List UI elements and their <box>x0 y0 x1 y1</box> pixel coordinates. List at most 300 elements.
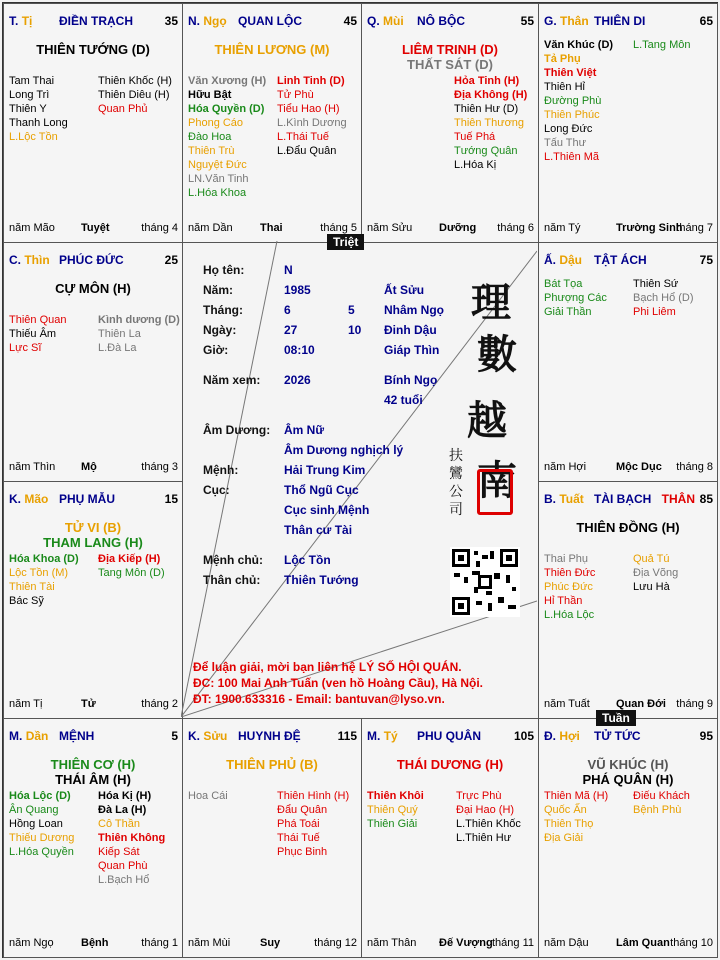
day-value: 27 <box>284 323 298 337</box>
triet-tag: Triệt <box>327 234 364 250</box>
palace-stage: Dưỡng <box>439 222 477 234</box>
minor-star: Văn Xương (H) <box>188 75 267 87</box>
minor-star: Giải Thần <box>544 306 592 318</box>
main-star: VŨ KHÚC (H) <box>587 757 669 772</box>
minor-star: Ân Quang <box>9 804 59 816</box>
palace-name: PHỤ MẪU <box>59 492 115 506</box>
main-star: THIÊN CƠ (H) <box>50 757 136 772</box>
minor-stars-right <box>277 789 349 859</box>
contact-line-3: ĐT: 1900.633316 - Email: bantuvan@lyso.vn. <box>193 692 445 706</box>
palace-can-letter: Q. <box>367 14 380 28</box>
palace-header <box>9 492 178 508</box>
minor-star: Thiên Không <box>98 832 166 844</box>
palace-ty <box>361 718 539 958</box>
minor-star: Thiên Tài <box>9 581 55 593</box>
palace-branch: Tuất <box>559 492 584 506</box>
minor-star: Hóa Quyền (D) <box>188 103 265 115</box>
palace-stage: Suy <box>260 937 281 949</box>
palace-name: MỆNH <box>59 729 95 743</box>
palace-age: 25 <box>164 253 178 267</box>
minor-star: Thiên Hỉ <box>544 81 585 93</box>
minor-star: Phá Toái <box>277 818 320 830</box>
palace-dan <box>3 718 183 958</box>
minor-star: Bác Sỹ <box>9 595 44 607</box>
main-star: PHÁ QUÂN (H) <box>582 772 674 787</box>
palace-month: tháng 12 <box>314 937 357 949</box>
minor-star: Thiên Hư (D) <box>454 103 519 115</box>
palace-age: 95 <box>699 729 713 743</box>
menhchu-label: Mệnh chủ: <box>203 553 263 567</box>
minor-star: Long Đức <box>544 123 593 135</box>
minor-star: Địa Không (H) <box>454 89 528 101</box>
red-seal <box>477 469 513 515</box>
palace-age: 85 <box>699 492 713 506</box>
palace-can-letter: G. <box>544 14 557 28</box>
palace-branch: Thìn <box>24 253 50 267</box>
minor-star: Điếu Khách <box>633 790 690 802</box>
minor-star: Tam Thai <box>9 75 55 87</box>
palace-name: THIÊN DI <box>594 14 646 28</box>
minor-star: Thiên Quý <box>367 804 418 816</box>
palace-year: năm Hợi <box>544 461 587 473</box>
minor-star: Thiên Phúc <box>544 109 600 121</box>
palace-month: tháng 9 <box>676 698 713 710</box>
minor-star: L.Đà La <box>98 342 137 354</box>
palace-branch: Dần <box>25 729 49 743</box>
palace-name: TẬT ÁCH <box>594 253 647 267</box>
palace-branch: Dậu <box>559 253 583 267</box>
view-year-label: Năm xem: <box>203 373 261 387</box>
palace-stage: Mộ <box>81 461 97 473</box>
palace-stage: Trường Sinh <box>616 222 683 234</box>
minor-star: Đà La (H) <box>98 804 147 816</box>
palace-year: năm Mão <box>9 222 55 234</box>
palace-header <box>367 729 534 745</box>
minor-star: Lực Sĩ <box>9 342 42 354</box>
minor-stars-left <box>9 74 68 144</box>
view-year-value: 2026 <box>284 373 311 387</box>
minor-star: Bệnh Phù <box>633 804 682 816</box>
minor-star: Đường Phù <box>544 95 602 107</box>
minor-star: Tả Phụ <box>544 53 581 65</box>
minor-stars-left <box>9 552 79 608</box>
palace-year: năm Dần <box>188 222 233 234</box>
main-star: TỬ VI (B) <box>64 520 122 535</box>
main-star: THIÊN LƯƠNG (M) <box>214 42 330 57</box>
main-star: THÁI ÂM (H) <box>55 772 131 787</box>
minor-star: Linh Tinh (D) <box>277 75 345 87</box>
minor-star: L.Hóa Khoa <box>188 187 247 199</box>
main-star: THẤT SÁT (D) <box>407 57 493 72</box>
palace-can <box>544 492 584 506</box>
minor-stars-right <box>633 277 694 319</box>
palace-stage: Lâm Quan <box>616 937 670 949</box>
minor-star: L.Thái Tuế <box>277 131 329 143</box>
minor-star: L.Hóa Quyền <box>9 846 74 858</box>
minor-star: Quả Tú <box>633 553 670 565</box>
palace-can <box>544 253 582 267</box>
palace-header <box>9 14 178 30</box>
minor-star: Bát Tọa <box>544 278 583 290</box>
hour-value: 08:10 <box>284 343 315 357</box>
minor-star: Hóa Kị (H) <box>98 790 152 802</box>
minor-star: Thanh Long <box>9 117 68 129</box>
palace-can-letter: K. <box>9 492 21 506</box>
palace-year: năm Sửu <box>367 222 413 234</box>
minor-star: Thai Phụ <box>544 553 589 565</box>
minor-star: Thiên Diêu (H) <box>98 89 170 101</box>
palace-age: 5 <box>171 729 178 743</box>
hour-canchi: Giáp Thìn <box>384 343 440 357</box>
palace-branch: Sửu <box>203 729 228 743</box>
minor-star: Cô Thần <box>98 818 140 830</box>
year-canchi: Ất Sửu <box>384 283 425 297</box>
palace-month: tháng 10 <box>670 937 713 949</box>
minor-star: Thiên Đức <box>544 567 596 579</box>
minor-stars-right <box>98 74 172 116</box>
palace-can <box>9 253 50 267</box>
minor-star: Bạch Hổ (D) <box>633 292 694 304</box>
palace-name: TỬ TỨC <box>594 729 641 743</box>
minor-star: Phúc Đức <box>544 581 593 593</box>
palace-footer <box>367 222 534 236</box>
palace-footer <box>544 937 713 951</box>
minor-star: Nguyệt Đức <box>188 159 247 171</box>
main-star: THIÊN ĐỒNG (H) <box>576 520 680 535</box>
palace-year: năm Thìn <box>9 461 56 473</box>
palace-can-letter: Ấ. <box>544 253 556 267</box>
palace-can <box>9 492 48 506</box>
palace-month: tháng 7 <box>676 222 713 234</box>
palace-than <box>538 3 718 243</box>
palace-branch: Thân <box>560 14 589 28</box>
calligraphy-char-2: 數 <box>477 331 517 378</box>
palace-tuat <box>538 481 718 719</box>
day-lunar: 10 <box>348 323 362 337</box>
palace-age: 75 <box>699 253 713 267</box>
palace-header <box>9 729 178 745</box>
minor-star: L.Thiên Mã <box>544 151 600 163</box>
palace-mui <box>361 3 539 243</box>
minor-star: Hồng Loan <box>9 818 63 830</box>
minor-star: Đẩu Quân <box>277 804 328 816</box>
palace-footer <box>188 937 357 951</box>
palace-can-letter: B. <box>544 492 556 506</box>
palace-age: 55 <box>520 14 534 28</box>
minor-star: Trực Phù <box>456 790 502 802</box>
palace-mao <box>3 481 183 719</box>
minor-star: Địa Võng <box>633 567 679 579</box>
cuc-note-2: Thân cư Tài <box>284 523 353 537</box>
palace-can-letter: T. <box>9 14 19 28</box>
minor-star: Phượng Các <box>544 292 607 304</box>
palace-footer <box>9 461 178 475</box>
minor-star: Tấu Thư <box>544 137 587 149</box>
palace-stage: Tuyệt <box>81 222 110 234</box>
minor-star: Đại Hao (H) <box>456 804 515 816</box>
minor-stars-right <box>98 789 165 887</box>
palace-name: HUYNH ĐỆ <box>238 729 301 743</box>
minor-star: Quan Phù <box>98 860 148 872</box>
minor-star: Hóa Lộc (D) <box>9 790 71 802</box>
minor-stars-right <box>456 789 521 845</box>
minor-star: Thiên Việt <box>544 67 597 79</box>
palace-header <box>544 492 713 508</box>
palace-stage: Đế Vượng <box>439 937 493 949</box>
minor-star: L.Tang Môn <box>633 39 691 51</box>
main-star: THÁI DƯƠNG (H) <box>396 757 504 772</box>
view-age: 42 tuổi <box>384 393 423 407</box>
main-star: LIÊM TRINH (D) <box>401 42 499 57</box>
palace-footer <box>544 222 713 236</box>
minor-star: Kình dương (D) <box>98 314 180 326</box>
minor-star: L.Thiên Khốc <box>456 818 521 830</box>
palace-stage: Quan Đới <box>616 698 666 710</box>
minor-star: Quốc Ấn <box>544 804 587 816</box>
palace-year: năm Ngọ <box>9 937 54 949</box>
minor-star: Thiên Giải <box>367 818 418 830</box>
minor-star: Thiên Mã (H) <box>544 790 609 802</box>
minor-star: Thiên Trù <box>188 145 235 157</box>
minor-star: Thiên Sứ <box>633 278 679 290</box>
minor-stars-right <box>277 74 347 158</box>
minor-star: Long Trì <box>9 89 50 101</box>
palace-thin <box>3 242 183 482</box>
palace-can <box>188 729 227 743</box>
palace-hoi <box>538 718 718 958</box>
name-label: Họ tên: <box>203 263 245 277</box>
minor-star: Kiếp Sát <box>98 846 140 858</box>
palace-stage: Mộc Dục <box>616 461 662 473</box>
minor-star: L.Đẩu Quân <box>277 145 337 157</box>
minor-star: Hoa Cái <box>188 790 228 802</box>
palace-header <box>367 14 534 30</box>
palace-age: 45 <box>343 14 357 28</box>
cuc-value: Thổ Ngũ Cục <box>284 483 359 497</box>
minor-stars-right <box>633 38 690 52</box>
minor-star: Tang Môn (D) <box>98 567 165 579</box>
palace-month: tháng 6 <box>497 222 534 234</box>
palace-age: 35 <box>164 14 178 28</box>
palace-can <box>367 729 398 743</box>
minor-star: L.Hóa Lộc <box>544 609 595 621</box>
main-star: THIÊN PHỦ (B) <box>226 757 318 772</box>
palace-month: tháng 11 <box>491 937 534 949</box>
month-label: Tháng: <box>203 303 243 317</box>
minor-star: L.Kình Dương <box>277 117 347 129</box>
minor-star: Địa Kiếp (H) <box>98 553 161 565</box>
minor-star: Hỏa Tinh (H) <box>454 75 520 87</box>
palace-can-letter: N. <box>188 14 200 28</box>
year-label: Năm: <box>203 283 234 297</box>
menh-label: Mệnh: <box>203 463 239 477</box>
minor-star: Tử Phù <box>277 89 314 101</box>
center-info-panel <box>181 241 537 717</box>
minor-stars-left <box>544 789 608 845</box>
minor-star: LN.Văn Tinh <box>188 173 249 185</box>
palace-stage: Tử <box>81 698 96 710</box>
palace-month: tháng 8 <box>676 461 713 473</box>
palace-year: năm Thân <box>367 937 417 949</box>
seal-small-text: 扶鸞公司 <box>449 448 463 518</box>
palace-year: năm Tị <box>9 698 43 710</box>
minor-star: Lưu Hà <box>633 581 670 593</box>
menh-value: Hải Trung Kim <box>284 463 366 477</box>
year-value: 1985 <box>284 283 311 297</box>
palace-can-letter: M. <box>9 729 23 743</box>
palace-branch: Ngọ <box>203 14 227 28</box>
palace-footer <box>9 937 178 951</box>
minor-stars-left <box>9 313 66 355</box>
amduong-label: Âm Dương: <box>203 423 271 437</box>
month-canchi: Nhâm Ngọ <box>384 303 444 317</box>
palace-can <box>9 729 48 743</box>
palace-footer <box>9 698 178 712</box>
palace-header <box>188 14 357 30</box>
palace-age: 105 <box>513 729 534 743</box>
minor-star: Thiên Y <box>9 103 47 115</box>
palace-can <box>9 14 32 28</box>
minor-stars-right <box>454 74 527 172</box>
palace-branch: Tý <box>383 729 398 743</box>
name-value: N <box>284 263 293 277</box>
palace-month: tháng 4 <box>141 222 178 234</box>
minor-star: Tiểu Hao (H) <box>277 103 340 115</box>
minor-star: Lộc Tồn (M) <box>9 567 69 579</box>
month-value: 6 <box>284 303 291 317</box>
palace-year: năm Dậu <box>544 937 589 949</box>
calligraphy-char-4: 南 <box>477 457 517 504</box>
minor-star: Thiên Khốc (H) <box>98 75 172 87</box>
minor-star: Tuế Phá <box>454 131 496 143</box>
amduong-value: Âm Nữ <box>284 423 325 437</box>
palace-can-letter: K. <box>188 729 200 743</box>
palace-month: tháng 2 <box>141 698 178 710</box>
palace-name: QUAN LỘC <box>238 14 302 28</box>
minor-star: Thái Tuế <box>277 832 320 844</box>
palace-branch: Mùi <box>383 14 404 28</box>
minor-stars-left <box>188 789 228 803</box>
minor-star: Thiên Hình (H) <box>277 790 350 802</box>
minor-star: Văn Khúc (D) <box>544 39 614 51</box>
day-label: Ngày: <box>203 323 237 337</box>
main-star: CỰ MÔN (H) <box>55 281 131 296</box>
menhchu-value: Lộc Tồn <box>284 553 331 567</box>
view-year-canchi: Bính Ngọ <box>384 373 438 387</box>
minor-stars-right <box>98 313 180 355</box>
minor-star: L.Lộc Tồn <box>9 131 58 143</box>
minor-star: Thiên La <box>98 328 141 340</box>
minor-star: Đào Hoa <box>188 131 232 143</box>
palace-footer <box>544 461 713 475</box>
palace-can-letter: M. <box>367 729 381 743</box>
minor-stars-left <box>367 789 424 831</box>
cuc-label: Cục: <box>203 483 230 497</box>
thanchu-label: Thân chủ: <box>203 573 261 587</box>
palace-year: năm Mùi <box>188 937 231 949</box>
palace-age: 115 <box>337 729 357 743</box>
palace-name: ĐIỀN TRẠCH <box>59 14 133 28</box>
palace-can <box>367 14 404 28</box>
minor-star: Thiên Quan <box>9 314 67 326</box>
palace-suu <box>182 718 362 958</box>
minor-star: Phi Liêm <box>633 306 676 318</box>
minor-star: Tướng Quân <box>454 145 518 157</box>
palace-footer <box>367 937 534 951</box>
palace-stage: Bệnh <box>81 937 109 949</box>
palace-year: năm Tý <box>544 222 581 234</box>
minor-star: Thiếu Dương <box>9 832 75 844</box>
minor-star: Địa Giải <box>544 832 584 844</box>
palace-name: PHU QUÂN <box>417 729 482 743</box>
minor-stars-right <box>633 552 678 594</box>
cuc-note-1: Cục sinh Mệnh <box>284 503 370 517</box>
palace-header <box>544 253 713 269</box>
palace-month: tháng 1 <box>141 937 178 949</box>
palace-name: NÔ BỘC <box>417 14 465 28</box>
month-lunar: 5 <box>348 303 355 317</box>
minor-star: Thiên Thương <box>454 117 525 129</box>
minor-stars-left <box>544 38 613 164</box>
minor-star: Thiên Khôi <box>367 790 424 802</box>
palace-ngo <box>182 3 362 243</box>
palace-month: tháng 5 <box>320 222 357 234</box>
palace-branch: Mão <box>24 492 49 506</box>
palace-can <box>544 14 589 28</box>
minor-star: L.Bạch Hổ <box>98 874 150 886</box>
main-star: THAM LANG (H) <box>43 535 143 550</box>
minor-stars-left <box>544 552 595 622</box>
minor-stars-left <box>188 74 266 200</box>
palace-dau <box>538 242 718 482</box>
palace-can <box>188 14 227 28</box>
minor-stars-left <box>9 789 74 859</box>
tuan-tag: Tuần <box>596 710 636 726</box>
minor-star: Hóa Khoa (D) <box>9 553 79 565</box>
palace-branch: Hợi <box>559 729 580 743</box>
minor-star: Thiếu Âm <box>9 328 57 340</box>
minor-star: Hữu Bật <box>188 89 232 101</box>
main-star: THIÊN TƯỚNG (D) <box>36 42 150 57</box>
palace-header <box>544 14 713 30</box>
qr-code <box>450 547 520 617</box>
minor-stars-right <box>633 789 690 817</box>
palace-stage: Thai <box>260 222 283 234</box>
palace-footer <box>9 222 178 236</box>
palace-month: tháng 3 <box>141 461 178 473</box>
amduong-note: Âm Dương nghịch lý <box>284 443 404 457</box>
calligraphy-char-3: 越 <box>467 397 507 444</box>
minor-star: Phục Binh <box>277 846 328 858</box>
hour-label: Giờ: <box>203 343 229 357</box>
palace-header <box>9 253 178 269</box>
minor-star: L.Thiên Hư <box>456 832 512 844</box>
contact-line-1: Để luận giải, mời bạn liên hệ LÝ SỐ HỘI QUÁN. <box>193 660 462 674</box>
palace-age: 15 <box>164 492 178 506</box>
minor-star: Hỉ Thần <box>544 595 583 607</box>
minor-stars-left <box>544 277 607 319</box>
minor-star: L.Hóa Kị <box>454 159 497 171</box>
day-canchi: Đinh Dậu <box>384 323 437 337</box>
minor-star: Phong Cáo <box>188 117 244 129</box>
palace-header <box>544 729 713 745</box>
palace-header <box>188 729 357 745</box>
thanchu-value: Thiên Tướng <box>284 573 359 587</box>
palace-name: TÀI BẠCH <box>594 492 652 506</box>
palace-name: PHÚC ĐỨC <box>59 253 124 267</box>
minor-star: Thiên Thọ <box>544 818 594 830</box>
calligraphy-char-1: 理 <box>471 279 511 326</box>
